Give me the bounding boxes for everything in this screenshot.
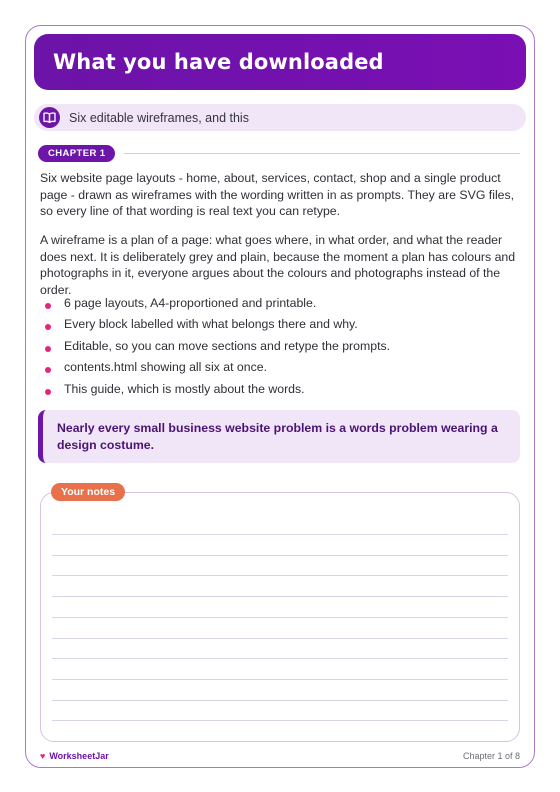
bullet-dot-icon: [45, 324, 51, 330]
note-line: [52, 679, 508, 680]
list-item-text: Every block labelled with what belongs there and why.: [64, 317, 358, 332]
list-item-text: 6 page layouts, A4-proportioned and printable.: [64, 295, 317, 310]
bullet-dot-icon: [45, 346, 51, 352]
footer-brand: [40, 751, 109, 761]
list-item-text: contents.html showing all six at once.: [64, 360, 268, 375]
chapter-badge: CHAPTER 1: [38, 145, 115, 162]
bullet-dot-icon: [45, 389, 51, 395]
bullet-dot-icon: [45, 367, 51, 373]
header-banner: [34, 34, 526, 90]
page-indicator: Chapter 1 of 8: [462, 751, 520, 761]
list-item: [40, 357, 520, 379]
note-line: [52, 534, 508, 535]
note-line: [52, 658, 508, 659]
note-line: [52, 555, 508, 556]
note-line: [52, 700, 508, 701]
chapter-row: [38, 145, 520, 162]
list-item: [40, 314, 520, 336]
note-line: [52, 596, 508, 597]
list-item: [40, 378, 520, 400]
callout-text: Nearly every small business website problem is a words problem wearing a design costume.: [57, 421, 498, 452]
list-item-text: This guide, which is mostly about the words.: [64, 381, 305, 396]
note-line: [52, 617, 508, 618]
key-point-callout: [38, 410, 520, 463]
note-line: [52, 575, 508, 576]
list-item: [40, 292, 520, 314]
chapter-divider: [124, 153, 520, 154]
list-item-text: Editable, so you can move sections and retype the prompts.: [64, 338, 391, 353]
open-book-icon: [39, 107, 60, 128]
intro-paragraph: Six website page layouts - home, about, services, contact, shop and a single product page - drawn as wireframes with the wording written in as prompts. They are SVG files, so every line of that wording is real text you can retype.: [40, 171, 515, 218]
heart-icon: ♥: [40, 751, 46, 761]
page-title: What you have downloaded: [53, 50, 384, 74]
list-item: [40, 335, 520, 357]
subtitle-bar: [34, 104, 526, 131]
feature-list: [40, 292, 520, 400]
subtitle-text: Six editable wireframes, and this: [69, 110, 249, 125]
wireframe-paragraph: A wireframe is a plan of a page: what goes where, in what order, and what the reader does next. It is deliberately grey and plain, because the moment a plan has colours and photographs in it, everyone argues about the colours and photographs instead of the order.: [40, 233, 516, 297]
bullet-dot-icon: [45, 303, 51, 309]
brand-name: WorksheetJar: [49, 751, 109, 761]
notes-label: Your notes: [51, 483, 125, 501]
note-line: [52, 720, 508, 721]
note-line: [52, 638, 508, 639]
